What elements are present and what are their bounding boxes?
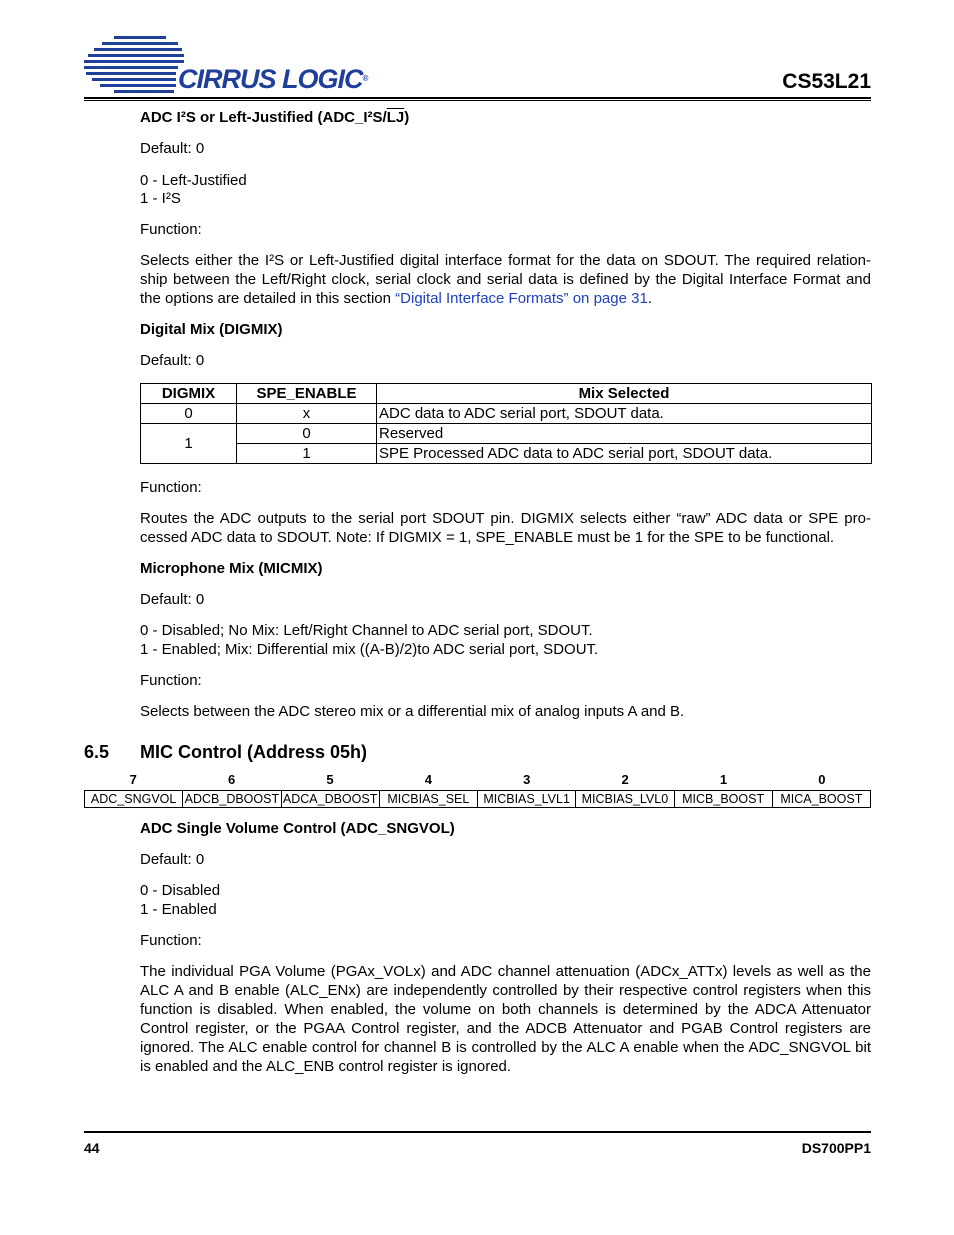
register-bit-name: MICBIAS_LVL1 bbox=[478, 791, 576, 808]
sngvol-option-1: 1 - Enabled bbox=[140, 901, 217, 918]
digmix-description: Routes the ADC outputs to the serial port SDOUT pin. DIGMIX selects either “raw” ADC data or SPE pro-cessed ADC data to SDOUT. Note: If DIGMIX = 1, SPE_ENABLE must be 1 for the SPE to be functional. bbox=[140, 510, 871, 546]
bit-number: 7 bbox=[129, 772, 137, 787]
section-title: 6.5 MIC Control (Address 05h) bbox=[84, 742, 368, 762]
bit-number: 3 bbox=[523, 772, 531, 787]
bit-number: 2 bbox=[621, 772, 629, 787]
register-bit-name: ADCB_DBOOST bbox=[184, 792, 280, 806]
micmix-heading: Microphone Mix (MICMIX) bbox=[140, 560, 323, 577]
register-bit-name: MICBIAS_SEL bbox=[379, 791, 477, 808]
register-bit-name: MICBIAS_LVL0 bbox=[576, 791, 674, 808]
sngvol-option-0: 0 - Disabled bbox=[140, 882, 221, 899]
sngvol-heading: ADC Single Volume Control (ADC_SNGVOL) bbox=[140, 820, 455, 837]
document-id: CS53L21 bbox=[782, 70, 871, 93]
footer-rule bbox=[84, 1131, 871, 1133]
table-cell: x bbox=[237, 404, 377, 424]
micmix-function-label: Function: bbox=[140, 672, 202, 689]
bit-number: 1 bbox=[719, 772, 728, 787]
column-header: Mix Selected bbox=[377, 384, 872, 404]
sngvol-default: Default: 0 bbox=[140, 851, 205, 868]
adc-i2s-function-label: Function: bbox=[140, 221, 202, 238]
bit-number: 5 bbox=[326, 772, 334, 787]
bit-number: 4 bbox=[424, 772, 432, 787]
table-cell: 1 bbox=[237, 444, 377, 464]
register-map-table bbox=[84, 790, 871, 808]
document-code: DS700PP1 bbox=[801, 1140, 871, 1156]
micmix-description: Selects between the ADC stereo mix or a differential mix of analog inputs A and B. bbox=[140, 703, 685, 720]
sngvol-description: The individual PGA Volume (PGAx_VOLx) and ADC channel attenuation (ADCx_ATTx) levels as well as the ALC A and B enable (ALC_ENx) are independently controlled by their respective control registers when this function is disabled. When enabled, the volume on both channels is determined by the ADCA Attenuator Control register, or the PGAA Control register, and the ADCB Attenuator and PGAB Control registers are ignored. The ALC enable control for channel B is controlled by the ALC A enable when the ADC_SNGVOL bit is enabled and the ALC_ENB control register is ignored. bbox=[140, 963, 871, 1075]
page-header bbox=[84, 30, 871, 106]
digmix-function-label: Function: bbox=[140, 479, 202, 496]
table-row bbox=[141, 404, 872, 424]
adc-i2s-option-1: 1 - I²S bbox=[140, 190, 181, 207]
adc-i2s-option-0: 0 - Left-Justified bbox=[140, 172, 247, 189]
register-bit-name: ADC_SNGVOL bbox=[85, 791, 183, 808]
table-cell: SPE Processed ADC data to ADC serial port, SDOUT data. bbox=[377, 444, 872, 464]
digital-interface-formats-link[interactable]: “Digital Interface Formats” on page 31 bbox=[395, 290, 648, 307]
digmix-table bbox=[140, 383, 872, 464]
table-header-row bbox=[141, 384, 872, 404]
table-row bbox=[141, 424, 872, 444]
page-number: 44 bbox=[84, 1140, 100, 1156]
table-row bbox=[85, 791, 871, 808]
table-cell: ADC data to ADC serial port, SDOUT data. bbox=[377, 404, 872, 424]
micmix-option-0: 0 - Disabled; No Mix: Left/Right Channel to ADC serial port, SDOUT. bbox=[140, 622, 593, 639]
table-cell: 0 bbox=[141, 404, 237, 424]
sngvol-function-label: Function: bbox=[140, 932, 202, 949]
column-header: SPE_ENABLE bbox=[237, 384, 377, 404]
micmix-default: Default: 0 bbox=[140, 591, 205, 608]
digmix-heading: Digital Mix (DIGMIX) bbox=[140, 321, 283, 338]
table-cell: 0 bbox=[237, 424, 377, 444]
adc-i2s-description: Selects either the I²S or Left-Justified digital interface format for the data on SDOUT. The required relation-ship between the Left/Right clock, serial clock and serial data is defined by the Digital Interface Format and the options are detailed in this section “Digital Interface Formats” on page 31. bbox=[140, 252, 871, 307]
table-cell: 1 bbox=[141, 424, 237, 464]
bit-number: 6 bbox=[227, 772, 236, 787]
adc-i2s-heading: ADC I²S or Left-Justified $(ADC\_I^2S/\overline{LJ})$ bbox=[140, 109, 410, 126]
register-bit-numbers bbox=[84, 772, 871, 789]
column-header: DIGMIX bbox=[141, 384, 237, 404]
register-bit-name: MICA_BOOST bbox=[772, 791, 870, 808]
header-rule bbox=[84, 97, 871, 101]
table-row bbox=[141, 444, 872, 464]
register-bit-name: MICB_BOOST bbox=[674, 791, 772, 808]
adc-i2s-default: Default: 0 bbox=[140, 140, 205, 157]
micmix-option-1: 1 - Enabled; Mix: Differential mix ((A-B)/2)to ADC serial port, SDOUT. bbox=[140, 641, 599, 658]
bit-number: 0 bbox=[818, 772, 826, 787]
table-cell: Reserved bbox=[377, 424, 872, 444]
register-bit-name: ADCA_DBOOST bbox=[282, 792, 378, 806]
logo-wordmark: CIRRUS LOGIC® bbox=[178, 64, 368, 94]
digmix-default: Default: 0 bbox=[140, 352, 205, 369]
